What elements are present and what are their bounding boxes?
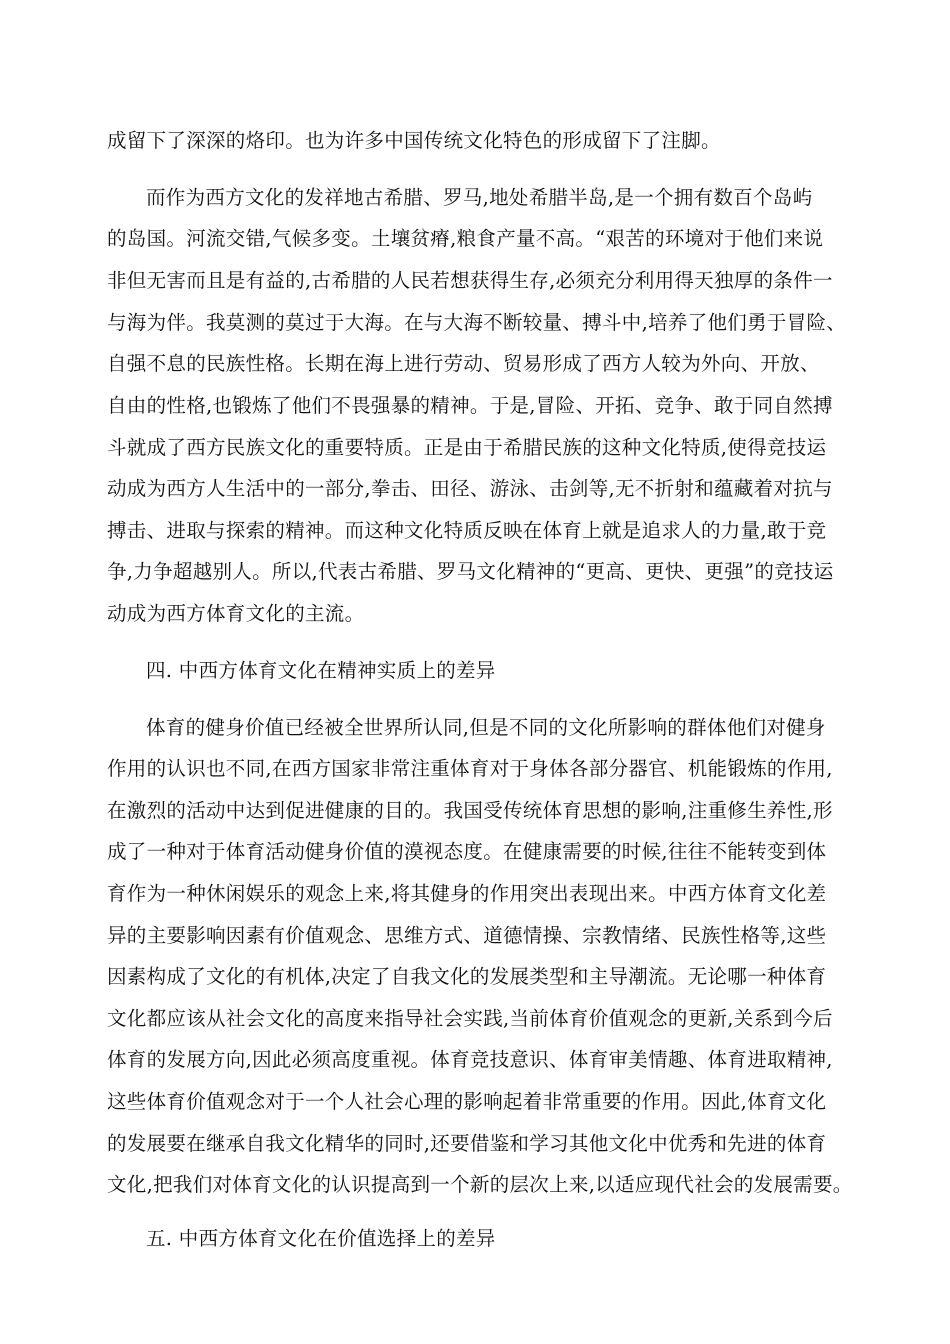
text-line: 搏击、进取与探索的精神。而这种文化特质反映在体育上就是追求人的力量,敢于竞 [107,519,827,542]
text-line: 斗就成了西方民族文化的重要特质。正是由于希腊民族的这种文化特质,使得竞技运 [107,436,827,459]
text-line: 在激烈的活动中达到促进健康的目的。我国受传统体育思想的影响,注重修生养性,形 [107,799,833,822]
text-line: 文化都应该从社会文化的高度来指导社会实践,当前体育价值观念的更新,关系到今后 [107,1007,833,1030]
text-line: 争,力争超越别人。所以,代表古希腊、罗马文化精神的“更高、更快、更强”的竞技运 [107,560,834,583]
text-line: 动成为西方体育文化的主流。 [107,602,365,625]
section-heading-4: 四. 中西方体育文化在精神实质上的差异 [146,659,496,682]
text-line: 异的主要影响因素有价值观念、思维方式、道德情操、宗教情绪、民族性格等,这些 [107,924,827,947]
text-line: 的发展要在继承自我文化精华的同时,还要借鉴和学习其他文化中优秀和先进的体育 [107,1132,827,1155]
text-line: 自由的性格,也锻炼了他们不畏强暴的精神。于是,冒险、开拓、竞争、敢于同自然搏 [107,394,833,417]
text-line: 体育的健身价值已经被全世界所认同,但是不同的文化所影响的群体他们对健身 [146,716,826,739]
text-line: 非但无害而且是有益的,古希腊的人民若想获得生存,必须充分利用得天独厚的条件一 [107,269,833,292]
text-line: 动成为西方人生活中的一部分,拳击、田径、游泳、击剑等,无不折射和蕴藏着对抗与 [107,477,833,500]
text-line: 而作为西方文化的发祥地古希腊、罗马,地处希腊半岛,是一个拥有数百个岛屿 [146,186,813,209]
text-line: 育作为一种休闲娱乐的观念上来,将其健身的作用突出表现出来。中西方体育文化差 [107,882,827,905]
section-heading-5: 五. 中西方体育文化在价值选择上的差异 [146,1227,496,1250]
text-line: 的岛国。河流交错,气候多变。土壤贫瘠,粮食产量不高。“艰苦的环境对于他们来说 [107,227,824,250]
text-line: 成留下了深深的烙印。也为许多中国传统文化特色的形成留下了注脚。 [107,129,721,152]
text-line: 作用的认识也不同,在西方国家非常注重体育对于身体各部分器官、机能锻炼的作用, [107,757,833,780]
text-line: 成了一种对于体育活动健身价值的漠视态度。在健康需要的时候,往往不能转变到体 [107,840,827,863]
text-line: 体育的发展方向,因此必须高度重视。体育竞技意识、体育审美情趣、体育进取精神, [107,1048,833,1071]
text-line: 这些体育价值观念对于一个人社会心理的影响起着非常重要的作用。因此,体育文化 [107,1090,827,1113]
text-line: 因素构成了文化的有机体,决定了自我文化的发展类型和主导潮流。无论哪一种体育 [107,965,827,988]
text-line: 文化,把我们对体育文化的认识提高到一个新的层次上来,以适应现代社会的发展需要。 [107,1173,853,1196]
text-line: 与海为伴。我莫测的莫过于大海。在与大海不断较量、搏斗中,培养了他们勇于冒险、 [107,311,847,334]
text-line: 自强不息的民族性格。长期在海上进行劳动、贸易形成了西方人较为外向、开放、 [107,352,820,375]
